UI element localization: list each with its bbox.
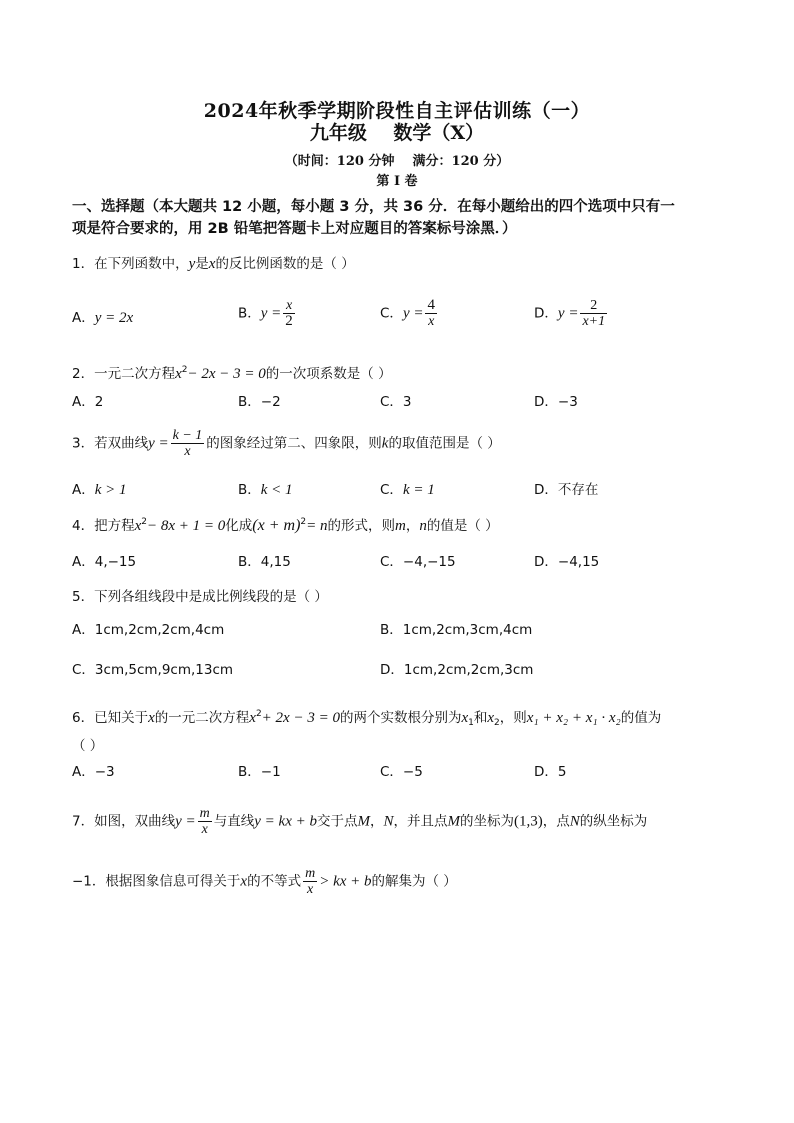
q5-option-a[interactable]: A．1cm,2cm,2cm,4cm [72,622,225,638]
option-expr: y = [402,305,424,322]
denominator: x [428,314,435,329]
question-3 [72,428,732,459]
q1-text: 1．在下列函数中， [72,256,189,272]
q5-option-c[interactable]: C．3cm,5cm,9cm,13cm [72,662,234,678]
q1-var-y: y [188,256,196,272]
q4-text: 的形式，则 [327,518,395,534]
option-expr: k > 1 [94,482,127,498]
question-4 [72,512,732,536]
q4-var-n: n [419,518,427,534]
q1-option-d[interactable] [534,298,609,329]
q4-var-m: m [395,518,406,534]
q7-text: 交于点 [316,813,358,830]
denominator: x [201,822,208,837]
q3-text: 的取值范围是（ ） [388,435,501,452]
question-5: 5．下列各组线段中是成比例线段的是（ ） [72,589,328,605]
q7-eq: y = [175,813,196,830]
volume-label: 第 I 卷 [376,174,418,189]
section-heading-line2: 项是符合要求的，用 2B 铅笔把答题卡上对应题目的答案标号涂黑．） [72,221,517,237]
q7-point-m: M [357,813,370,830]
q7-eq: y = kx + b [254,813,317,830]
q7-text: 的不等式 [247,873,302,890]
q6-option-b[interactable]: B．−1 [238,764,281,780]
q4-option-c[interactable]: C．−4,−15 [380,554,456,570]
q6-root: x [487,710,495,726]
q3-text: 的图象经过第二、四象限，则 [206,435,382,452]
q7-text: 7．如图，双曲线 [72,813,176,830]
numerator: 2 [580,298,607,314]
q6-eq: x [249,710,256,726]
q1-var-x: x [208,256,216,272]
q2-text: 2．一元二次方程 [72,366,176,382]
option-label: C． [380,305,403,322]
q4-text: 4．把方程 [72,518,135,534]
q4-option-b[interactable]: B．4,15 [238,554,291,570]
denominator: x [184,444,191,459]
question-7-line2 [72,866,732,897]
q7-var-x: x [240,873,248,890]
question-1 [72,254,732,274]
q4-eq: − 8x + 1 = 0 [147,518,226,534]
q2-option-b[interactable]: B．−2 [238,394,281,410]
option-label: A． [72,482,95,498]
q6-text: 的值为 [620,710,662,726]
q2-eq: − 2x − 3 = 0 [187,366,266,382]
q2-eq: x [175,366,182,382]
q6-answer-paren: （ ） [72,738,104,754]
option-expr: y = [260,305,282,322]
q7-point-n: N [383,813,394,830]
q1-text: 的反比例函数的是（ ） [215,256,355,272]
question-2 [72,360,732,384]
q6-expr: x₁ + x₂ + x₁ · x₂ [526,710,621,726]
q7-text: 的纵坐标为 [579,813,648,830]
q7-point-m: M [447,813,460,830]
q5-option-d[interactable]: D．1cm,2cm,2cm,3cm [380,662,534,678]
q2-option-d[interactable]: D．−3 [534,394,578,410]
q7-text: ，并且点 [393,813,448,830]
q2-text: 的一次项系数是（ ） [265,366,392,382]
numerator: m [199,806,210,821]
q7-text: ， [369,813,384,830]
option-label: B． [238,482,261,498]
q4-exponent: 2 [141,517,147,527]
section-heading-line1: 一、选择题（本大题共 12 小题，每小题 3 分，共 36 分．在每小题给出的四个选项中只有一 [72,199,675,215]
q4-exponent: 2 [300,517,307,527]
q3-var-k: k [381,435,389,452]
option-label: A． [72,310,95,326]
q7-ineq: > kx + b [319,873,372,890]
option-expr: k < 1 [260,482,293,498]
q4-text: 的值是（ ） [426,518,499,534]
q4-text: ， [405,518,420,534]
q7-text: 与直线 [213,813,255,830]
fraction [425,298,437,329]
q6-exponent: 2 [255,709,262,719]
q3-eq: y = [148,435,169,452]
q7-point-n: N [569,813,580,830]
q2-option-c[interactable]: C．3 [380,394,412,410]
q4-option-d[interactable]: D．−4,15 [534,554,600,570]
q3-text: 3．若双曲线 [72,435,149,452]
numerator: m [305,866,316,881]
q1-text: 是 [195,256,209,272]
fraction [198,806,212,837]
option-expr: k = 1 [402,482,435,498]
q6-subscript: 2 [494,718,500,728]
q4-text: 化成 [225,518,253,534]
q3-option-d[interactable]: D．不存在 [534,482,599,498]
q1-option-b[interactable] [238,298,297,329]
q6-option-a[interactable]: A．−3 [72,764,115,780]
q6-option-c[interactable]: C．−5 [380,764,423,780]
q6-text: 的两个实数根分别为 [339,710,462,726]
q4-eq: = n [306,518,328,534]
question-7 [72,806,732,837]
q6-var-x: x [148,710,155,726]
fraction [580,298,607,329]
q7-coord: (1,3) [513,813,543,830]
q5-option-b[interactable]: B．1cm,2cm,3cm,4cm [380,622,533,638]
exam-subtitle: 九年级 数学（X） [309,122,485,144]
q6-text: 和 [473,710,488,726]
denominator: x+1 [582,314,606,329]
numerator: x [283,298,295,314]
denominator: x [307,882,314,897]
q3-option-b[interactable] [238,480,293,500]
question-6 [72,704,732,733]
q6-text: 的一元二次方程 [154,710,250,726]
time-info: （时间：120 分钟 满分：120 分） [284,154,510,169]
q7-text: 的坐标为 [459,813,514,830]
q6-subscript: 1 [468,718,474,728]
q7-text: ，点 [542,813,570,830]
q4-option-a[interactable]: A．4,−15 [72,554,137,570]
q4-eq: (x + m) [252,517,301,534]
q4-eq: x [134,518,142,534]
q6-option-d[interactable]: D．5 [534,764,567,780]
denominator: 2 [285,313,293,329]
option-expr: y = [557,305,579,322]
q1-option-a[interactable] [72,308,133,328]
option-label: D． [534,305,558,322]
q7-text: 的解集为（ ） [371,873,457,890]
exam-title: 2024年秋季学期阶段性自主评估训练（一） [203,100,591,122]
fraction [303,866,317,897]
section-heading [72,196,732,240]
numerator: 4 [427,297,435,313]
q6-text: ，则 [499,710,527,726]
q3-option-c[interactable] [380,480,435,500]
q6-text: 6．已知关于 [72,710,149,726]
option-expr: y = 2x [94,310,134,326]
q2-option-a[interactable]: A．2 [72,394,104,410]
q6-root: x [461,710,469,726]
numerator: k − 1 [172,428,203,443]
q7-text: −1．根据图象信息可得关于 [72,873,241,890]
q3-option-a[interactable] [72,480,127,500]
q6-eq: + 2x − 3 = 0 [261,710,340,726]
fraction [171,428,205,459]
q2-exponent: 2 [181,365,188,375]
option-label: C． [380,482,403,498]
fraction [283,298,295,329]
q1-option-c[interactable] [380,298,439,329]
option-label: B． [238,305,261,322]
